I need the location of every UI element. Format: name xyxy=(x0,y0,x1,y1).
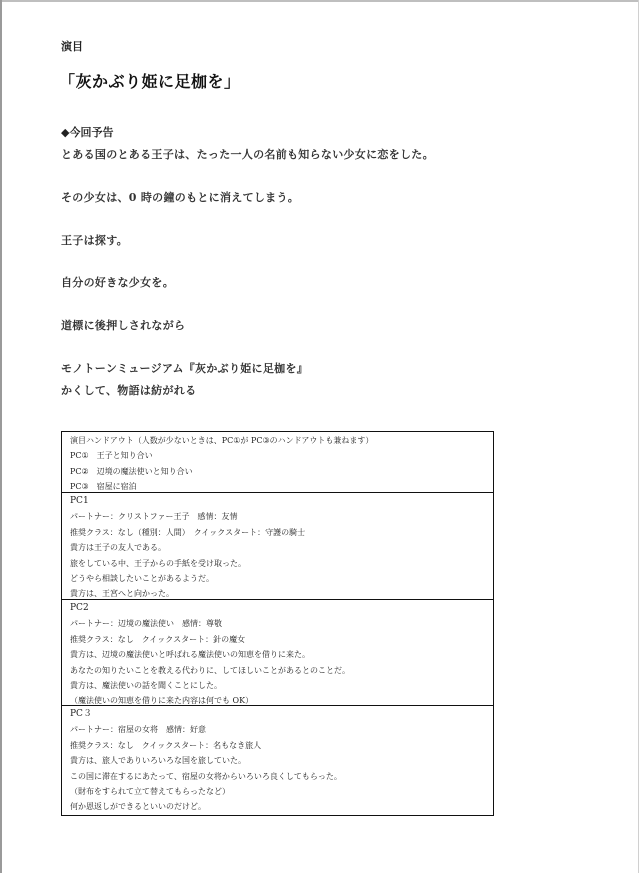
pc2-line: パートナー：辺境の魔法使い 感情：尊敬 xyxy=(70,619,222,629)
handout-pc1-section xyxy=(62,493,493,600)
preview-line: 自分の好きな少女を。 xyxy=(61,276,174,289)
preview-line: モノトーンミュージアム『灰かぶり姫に足枷を』 xyxy=(61,362,309,375)
pc1-line: 貴方は、王宮へと向かった。 xyxy=(70,589,174,599)
preview-line: かくして、物語は紡がれる xyxy=(61,384,197,397)
pc3-line: パートナー：宿屋の女将 感情：好意 xyxy=(70,725,206,735)
preview-line: とある国のとある王子は、たった一人の名前も知らない少女に恋をした。 xyxy=(61,148,434,161)
handout-pc3-section xyxy=(62,706,493,815)
page-border-left xyxy=(0,0,2,873)
handout-pc2-section xyxy=(62,600,493,706)
pc2-line: 貴方は、辺境の魔法使いと呼ばれる魔法使いの知恵を借りに来た。 xyxy=(70,650,310,660)
handout-intro-item: PC③ 宿屋に宿泊 xyxy=(70,482,137,492)
pc1-line: どうやら相談したいことがあるようだ。 xyxy=(70,573,214,583)
pc3-line: 何か恩返しができるといいのだけど。 xyxy=(70,802,206,812)
pc2-line: 推奨クラス：なし クイックスタート：針の魔女 xyxy=(70,634,246,644)
preview-line: 王子は探す。 xyxy=(61,234,128,247)
pc3-line: （財布をすられて立て替えてもらったなど） xyxy=(70,786,230,796)
preview-line: 道標に後押しされながら xyxy=(61,319,186,332)
pc2-line: （魔法使いの知恵を借りに来た内容は何でも OK） xyxy=(70,696,254,706)
handout-intro-section xyxy=(62,432,493,493)
handout-intro-item: PC① 王子と知り合い xyxy=(70,451,153,461)
pc1-line: 旅をしている中、王子からの手紙を受け取った。 xyxy=(70,558,246,568)
pc1-line: パートナー：クリストファー王子 感情：友情 xyxy=(70,512,238,522)
handout-table xyxy=(61,431,494,816)
pc3-heading: PC３ xyxy=(70,709,92,719)
handout-intro-title: 演目ハンドアウト（人数が少ないときは、PC①が PC③のハンドアウトも兼ねます） xyxy=(70,436,374,445)
pc2-heading: PC2 xyxy=(70,603,89,613)
program-label: 演目 xyxy=(61,40,83,53)
pc3-line: この国に滞在するにあたって、宿屋の女将からいろいろ良くしてもらった。 xyxy=(70,771,342,781)
pc3-line: 推奨クラス：なし クイックスタート：名もなき旅人 xyxy=(70,740,262,750)
preview-line: その少女は、0 時の鐘のもとに消えてしまう。 xyxy=(61,191,300,204)
handout-intro-item: PC② 辺境の魔法使いと知り合い xyxy=(70,466,193,476)
pc1-line: 推奨クラス：なし（種別：人間） クイックスタート：守護の騎士 xyxy=(70,527,306,537)
preview-heading: ◆今回予告 xyxy=(61,126,114,139)
pc1-line: 貴方は王子の友人である。 xyxy=(70,543,166,553)
pc2-line: 貴方は、魔法使いの話を聞くことにした。 xyxy=(70,680,222,690)
pc3-line: 貴方は、旅人でありいろいろな国を旅していた。 xyxy=(70,756,246,766)
page-border-top xyxy=(0,0,639,2)
scenario-title: 「灰かぶり姫に足枷を」 xyxy=(59,72,241,91)
pc2-line: あなたの知りたいことを教える代わりに、してほしいことがあるとのことだ。 xyxy=(70,665,350,675)
pc1-heading: PC1 xyxy=(70,496,89,506)
